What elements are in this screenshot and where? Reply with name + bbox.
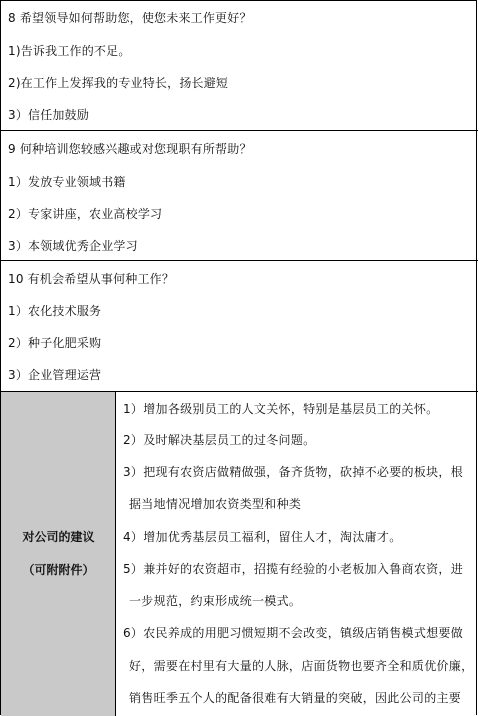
suggestion-line: 一步规范，约束形成统一模式。 (129, 594, 302, 608)
question-9-section (1, 131, 478, 261)
question-8-option-3: 3）信任加鼓励 (8, 108, 90, 122)
suggestion-line: 1）增加各级别员工的人文关怀，特别是基层员工的关怀。 (123, 402, 439, 416)
suggestions-section (1, 392, 478, 716)
question-8-option-1: 1)告诉我工作的不足。 (8, 44, 131, 58)
suggestion-line: 6）农民养成的用肥习惯短期不会改变，镇级店销售模式想要做 (123, 626, 464, 640)
question-9-option-2: 2）专家讲座，农业高校学习 (8, 207, 163, 221)
suggestions-label-cell (1, 392, 116, 716)
suggestion-line: 据当地情况增加农资类型和种类 (129, 497, 302, 511)
suggestion-line: 4）增加优秀基层员工福利，留住人才，淘汰庸才。 (123, 530, 402, 544)
question-9-option-3: 3）本领域优秀企业学习 (8, 239, 138, 253)
question-9-option-1: 1）发放专业领域书籍 (8, 175, 126, 189)
question-8-option-2: 2)在工作上发挥我的专业特长，扬长避短 (8, 76, 229, 90)
question-10-option-1: 1）农化技术服务 (8, 304, 102, 318)
question-10-title: 10 有机会希望从事何种工作？ (8, 272, 175, 286)
question-10-option-2: 2）种子化肥采购 (8, 336, 102, 350)
suggestion-line: 3）把现有农资店做精做强，备齐货物，砍掉不必要的板块，根 (123, 465, 464, 479)
suggestions-attachment-note: （可附附件） (22, 563, 95, 577)
suggestion-line: 销售旺季五个人的配备很难有大销量的突破，因此公司的主要 (129, 691, 462, 705)
suggestion-line: 好，需要在村里有大量的人脉，店面货物也要齐全和质优价廉， (129, 659, 474, 673)
suggestion-line: 2）及时解决基层员工的过冬问题。 (123, 433, 316, 447)
question-10-section (1, 261, 478, 392)
question-9-title: 9 何种培训您较感兴趣或对您现职有所帮助？ (8, 142, 252, 156)
suggestion-line: 5）兼并好的农资超市，招揽有经验的小老板加入鲁商农资，进 (123, 562, 464, 576)
question-10-option-3: 3）企业管理运营 (8, 368, 102, 382)
suggestions-label: 对公司的建议 (22, 530, 95, 544)
question-8-section (1, 1, 478, 131)
question-8-title: 8 希望领导如何帮助您，使您未来工作更好？ (8, 11, 252, 25)
